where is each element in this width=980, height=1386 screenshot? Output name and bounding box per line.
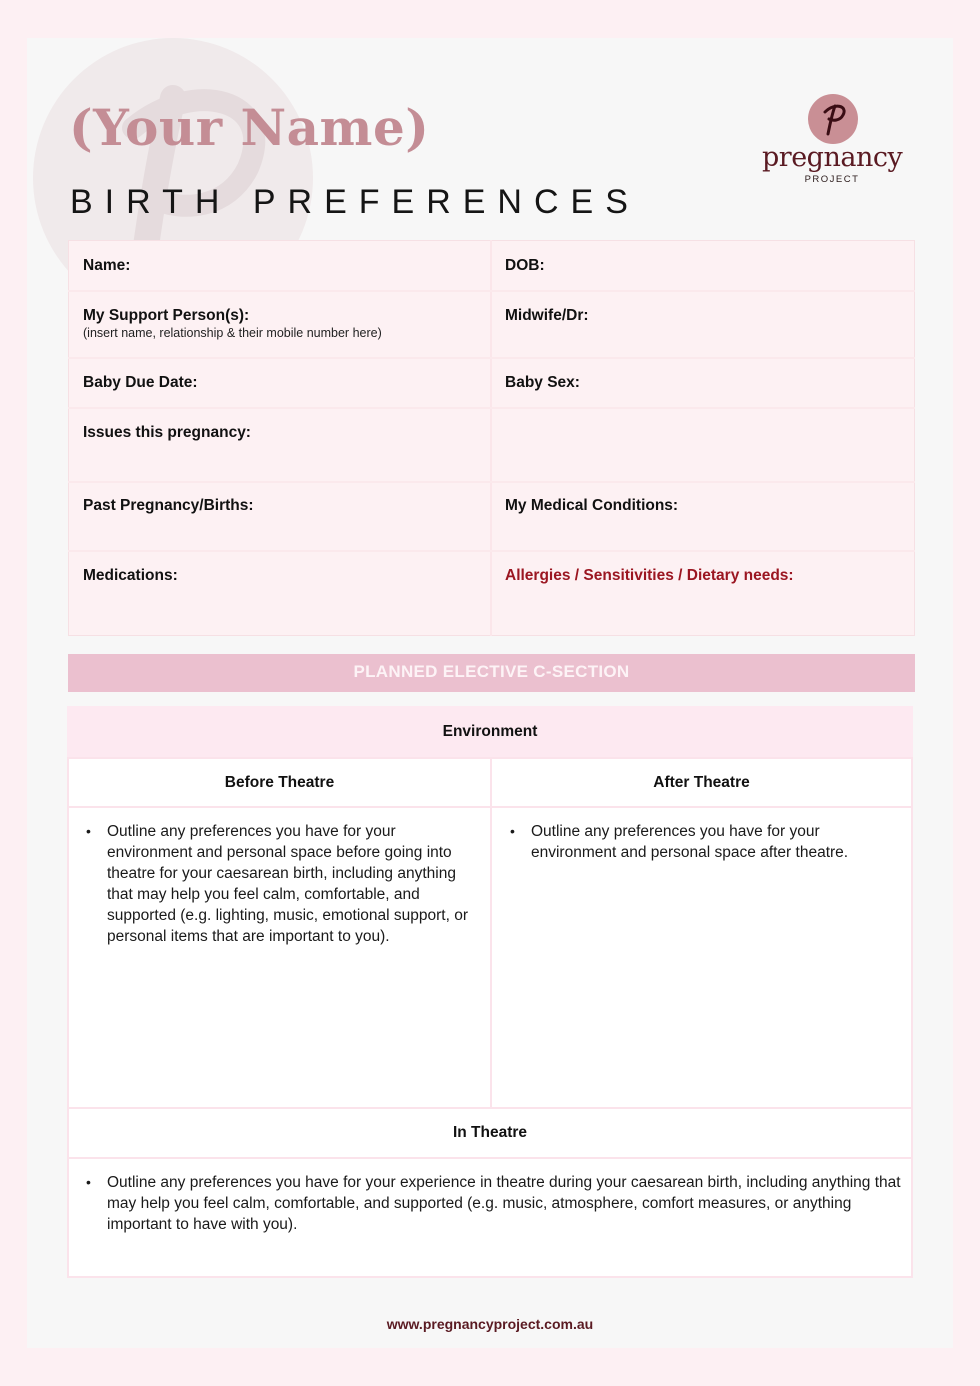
your-name-placeholder: (Your Name): [69, 98, 430, 157]
midwife-field-label[interactable]: Midwife/Dr:: [505, 307, 589, 324]
section-banner: PLANNED ELECTIVE C-SECTION: [68, 654, 915, 692]
in-theatre-instructions: Outline any preferences you have for your experience in theatre during your caesarean birth, including anything that may help you feel calm, comfortable, and supported (e.g. music, atmosphere, comfort measures, or anything important to have with you).: [107, 1174, 901, 1233]
after-theatre-heading: After Theatre: [653, 774, 750, 791]
logo-monogram-icon: [808, 94, 858, 144]
environment-heading: Environment: [67, 706, 913, 757]
info-row-divider: [68, 357, 915, 359]
info-table-column-divider: [490, 240, 492, 636]
support-person-hint: (insert name, relationship & their mobile number here): [83, 326, 382, 340]
dob-field-label[interactable]: DOB:: [505, 257, 545, 274]
after-theatre-text-area[interactable]: [510, 821, 905, 863]
issues-field-label[interactable]: Issues this pregnancy:: [83, 424, 251, 441]
info-row-divider: [68, 550, 915, 552]
allergies-field-label[interactable]: Allergies / Sensitivities / Dietary needs:: [505, 567, 794, 584]
logo-subtitle: PROJECT: [804, 174, 860, 185]
in-theatre-text-area[interactable]: [86, 1172, 904, 1235]
before-theatre-text-area[interactable]: [86, 821, 476, 947]
before-theatre-instructions: Outline any preferences you have for your environment and personal space before going into theatre for your caesarean birth, including anything that may help you feel calm, comfortable, and supported (e.g. lighting, music, emotional support, or personal items that are important to you).: [107, 823, 468, 945]
before-theatre-heading: Before Theatre: [224, 774, 335, 791]
info-row-divider: [68, 290, 915, 292]
bullet-icon: •: [86, 1174, 91, 1190]
info-row-divider: [68, 407, 915, 409]
due-date-field-label[interactable]: Baby Due Date:: [83, 374, 198, 391]
medications-field-label[interactable]: Medications:: [83, 567, 178, 584]
website-link[interactable]: www.pregnancyproject.com.au: [386, 1316, 594, 1332]
document-title: BIRTH PREFERENCES: [70, 183, 640, 221]
logo-wordmark: pregnancy: [762, 142, 903, 173]
baby-sex-field-label[interactable]: Baby Sex:: [505, 374, 580, 391]
medical-conditions-field-label[interactable]: My Medical Conditions:: [505, 497, 679, 514]
pregnancy-project-logo: [762, 92, 902, 187]
info-row-divider: [68, 481, 915, 483]
after-theatre-instructions: Outline any preferences you have for your environment and personal space after theatre.: [531, 823, 849, 861]
in-theatre-heading: In Theatre: [452, 1124, 528, 1141]
table-divider: [490, 757, 492, 1108]
bullet-icon: •: [86, 823, 91, 839]
name-field-label[interactable]: Name:: [83, 257, 131, 274]
past-pregnancy-field-label[interactable]: Past Pregnancy/Births:: [83, 497, 254, 514]
support-person-field-label[interactable]: My Support Person(s):: [83, 307, 250, 324]
table-divider: [67, 1157, 913, 1159]
bullet-icon: •: [510, 823, 515, 839]
